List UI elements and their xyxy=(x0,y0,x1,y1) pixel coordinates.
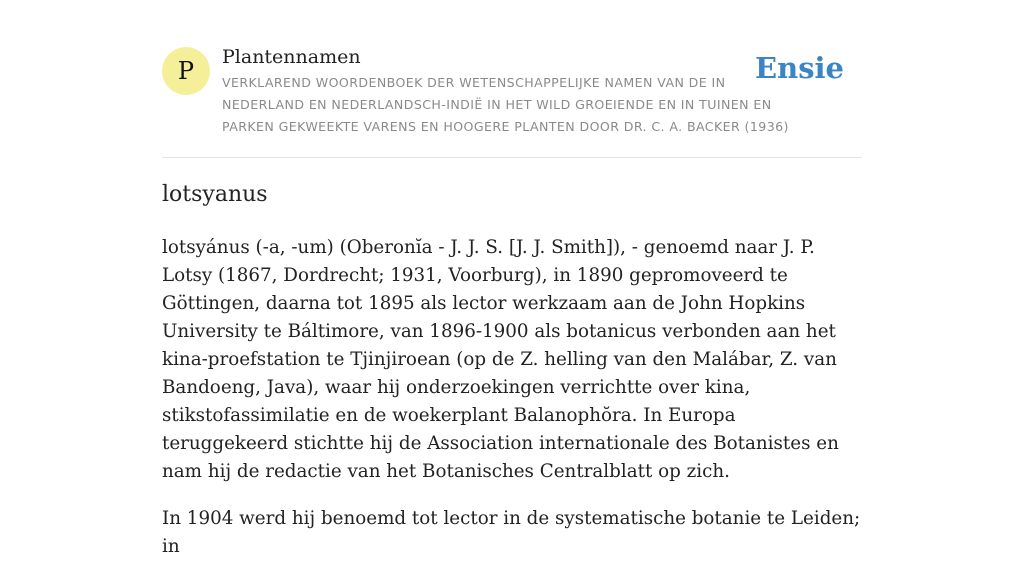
brand-link[interactable]: Ensie xyxy=(755,51,844,85)
site-subtitle: VERKLAREND WOORDENBOEK DER WETENSCHAPPELIJKE NAMEN VAN DE IN NEDERLAND EN NEDERLANDSCH-INDIË IN HET WILD GROEIENDE EN IN TUINEN EN PARKEN GEKWEEKTE VARENS EN HOOGERE PLANTEN DOOR DR. C. A. BACKER (1936) xyxy=(222,75,789,134)
site-header xyxy=(162,0,862,158)
entry-paragraph: In 1904 werd hij benoemd tot lector in de systematische botanie te Leiden; in xyxy=(162,508,861,557)
page xyxy=(162,0,862,557)
site-title[interactable]: Plantennamen xyxy=(222,46,361,68)
site-logo[interactable] xyxy=(162,47,210,95)
entry-title: lotsyanus xyxy=(162,182,268,207)
entry-paragraph: lotsyánus (-a, -um) (Oberonĭa - J. J. S. [J. J. Smith]), - genoemd naar J. P. Lotsy (1867, Dordrecht; 1931, Voorburg), in 1890 gepromoveerd te Göttingen, daarna tot 1895 als lector werkzaam aan de John Hopkins University te Báltimore, van 1896-1900 als botanicus verbonden aan het kina-proefstation te Tjinjiroean (op de Z. helling van den Malábar, Z. van Bandoeng, Java), waar hij onderzoekingen verrichtte over kina, stikstofassimilatie en de woekerplant Balanophŏra. In Europa teruggekeerd stichtte hij de Association internationale des Botanistes en nam hij de redactie van het Botanisches Centralblatt op zich. xyxy=(162,237,839,482)
entry-body xyxy=(162,234,862,580)
logo-letter: P xyxy=(177,57,195,85)
